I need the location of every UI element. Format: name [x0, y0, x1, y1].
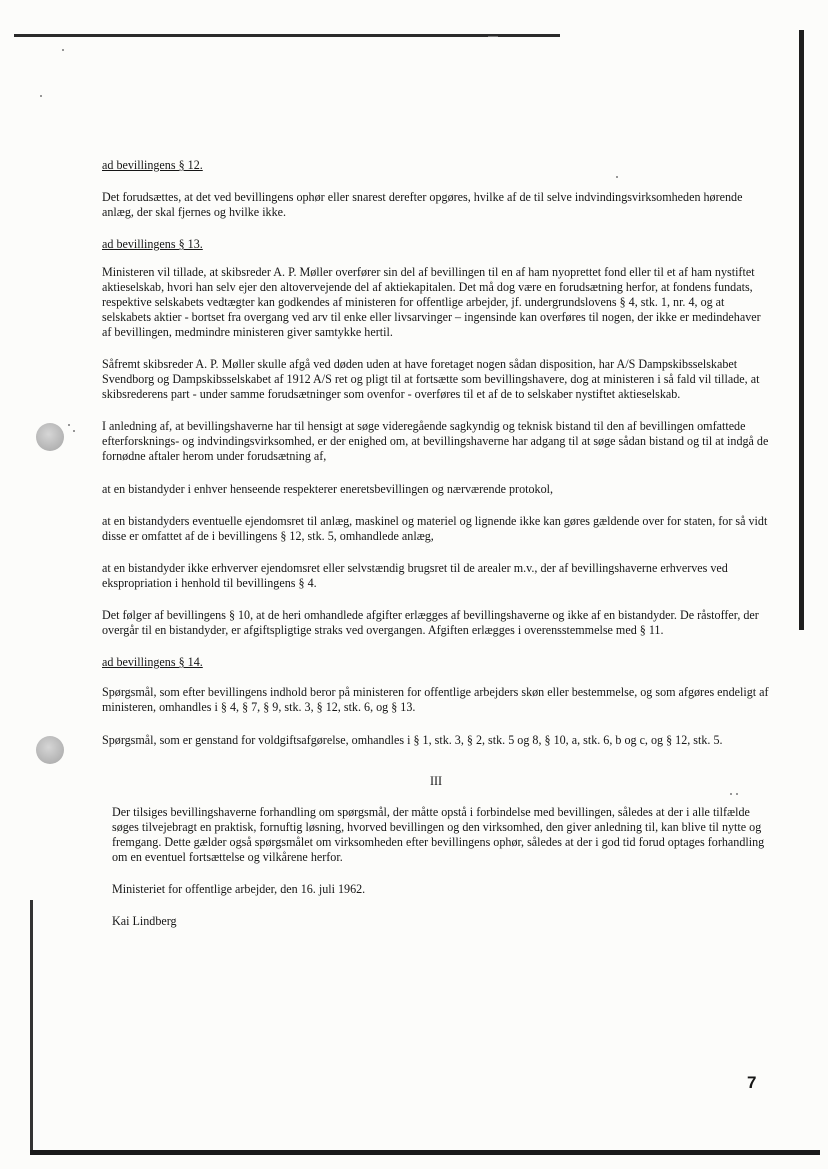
paragraph: Såfremt skibsreder A. P. Møller skulle afgå ved døden uden at have foretaget nogen sådan disposition, har A/S Dampskibsselskabet Svendborg og Dampskibsselskabet af 1912 A/S ret og pligt til at fortsætte som bevillingshavere, dog at ministeren i så fald vil tillade, at skibsrederens part - under samme forudsætninger som ovenfor - overføres til et af de to selskaber nystiftet aktieselskab. — [102, 357, 760, 401]
scan-edge-left — [30, 900, 33, 1155]
closing-block — [102, 805, 770, 929]
scan-mark — [488, 36, 498, 37]
paragraph: Spørgsmål, som efter bevillingens indhold beror på ministeren for offentlige arbejders skøn eller bestemmelse, og som afgøres endeligt af ministeren, omhandles i § 4, § 7, § 9, stk. 3, § 12, stk. 6, og § 13. — [102, 685, 769, 714]
part-numeral: III — [429, 774, 443, 788]
scan-speck — [40, 95, 42, 97]
section-heading: ad bevillingens § 13. — [102, 237, 203, 251]
place-date: Ministeriet for offentlige arbejder, den 16. juli 1962. — [112, 882, 366, 896]
paragraph: Det forudsættes, at det ved bevillingens ophør eller snarest derefter opgøres, hvilke af de til selve indvindingsvirksomheden hørende anlæg, der skal fjernes og hvilke ikke. — [102, 190, 743, 219]
paragraph: I anledning af, at bevillingshaverne har til hensigt at søge videregående sagkyndig og teknisk bistand til den af bevillingen omfattede efterforsknings- og indvindingsvirksomhed, er der enighed om, at bevillingshaverne har adgang til at søge sådan bistand og til at indgå de fornødne aftaler herom under forudsætning af, — [102, 419, 769, 463]
scan-speck — [62, 49, 64, 51]
section-heading: ad bevillingens § 14. — [102, 655, 203, 669]
scan-edge-top — [14, 34, 560, 37]
scan-speck — [68, 424, 70, 426]
paragraph: Ministeren vil tillade, at skibsreder A. P. Møller overfører sin del af bevillingen til en af ham nyoprettet fond eller til et af ham nystiftet aktieselskab, hvori han selv ejer den altovervejende del af aktiekapitalen. Det må dog være en forudsætning herfor, at fondens fundats, respektive selskabets vedtægter kan godkendes af ministeren for offentlige arbejder, jf. undergrundslovens § 4, stk. 1, nr. 4, og at selskabets aktier - bortset fra overgang ved arv til enke eller livsarvinger – ingensinde kan overføres til nogen, der ikke er medindehaver af bevillingen, medmindre ministeren giver samtykke hertil. — [102, 265, 761, 339]
paragraph: Det følger af bevillingens § 10, at de heri omhandlede afgifter erlægges af bevillingshaverne og ikke af en bistandyder. De råstoffer, der overgår til en bistandyder, er afgiftspligtige straks ved overgangen. Afgiften erlægges i overensstemmelse med § 11. — [102, 608, 759, 637]
paragraph: at en bistandyders eventuelle ejendomsret til anlæg, maskinel og materiel og lignende ikke kan gøres gældende over for staten, for så vidt disse er omfattet af de i bevillingens § 12, stk. 5, omhandlede anlæg, — [102, 514, 768, 543]
document-body — [102, 158, 770, 929]
scan-edge-bottom — [30, 1150, 820, 1155]
section-heading: ad bevillingens § 12. — [102, 158, 203, 172]
paragraph: Spørgsmål, som er genstand for voldgiftsafgørelse, omhandles i § 1, stk. 3, § 2, stk. 5 og 8, § 10, a, stk. 6, b og c, og § 12, stk. 5. — [102, 733, 723, 747]
signature: Kai Lindberg — [112, 914, 177, 928]
scan-edge-right — [799, 30, 804, 630]
paragraph: at en bistandyder ikke erhverver ejendomsret eller selvstændig brugsret til de arealer m.v., der af bevillingshaverne erhverves ved ekspropriation i henhold til bevillingens § 4. — [102, 561, 728, 590]
punch-hole — [36, 423, 64, 451]
punch-hole — [36, 736, 64, 764]
paragraph: at en bistandyder i enhver henseende respekterer eneretsbevillingen og nærværende protokol, — [102, 482, 554, 496]
scan-speck — [73, 430, 75, 432]
page-number: 7 — [747, 1073, 757, 1092]
paragraph: Der tilsiges bevillingshaverne forhandling om spørgsmål, der måtte opstå i forbindelse med bevillingen, således at der i alle tilfælde søges tilvejebragt en praktisk, fornuftig løsning, hvorved bevillingen og den virksomhed, den giver anledning til, kan blive til nytte og fremgang. Dette gælder også spørgsmålet om virksomheden efter bevillingens ophør, således at der i god tid forud optages forhandling om en eventuel fortsættelse og vilkårene herfor. — [112, 805, 765, 864]
